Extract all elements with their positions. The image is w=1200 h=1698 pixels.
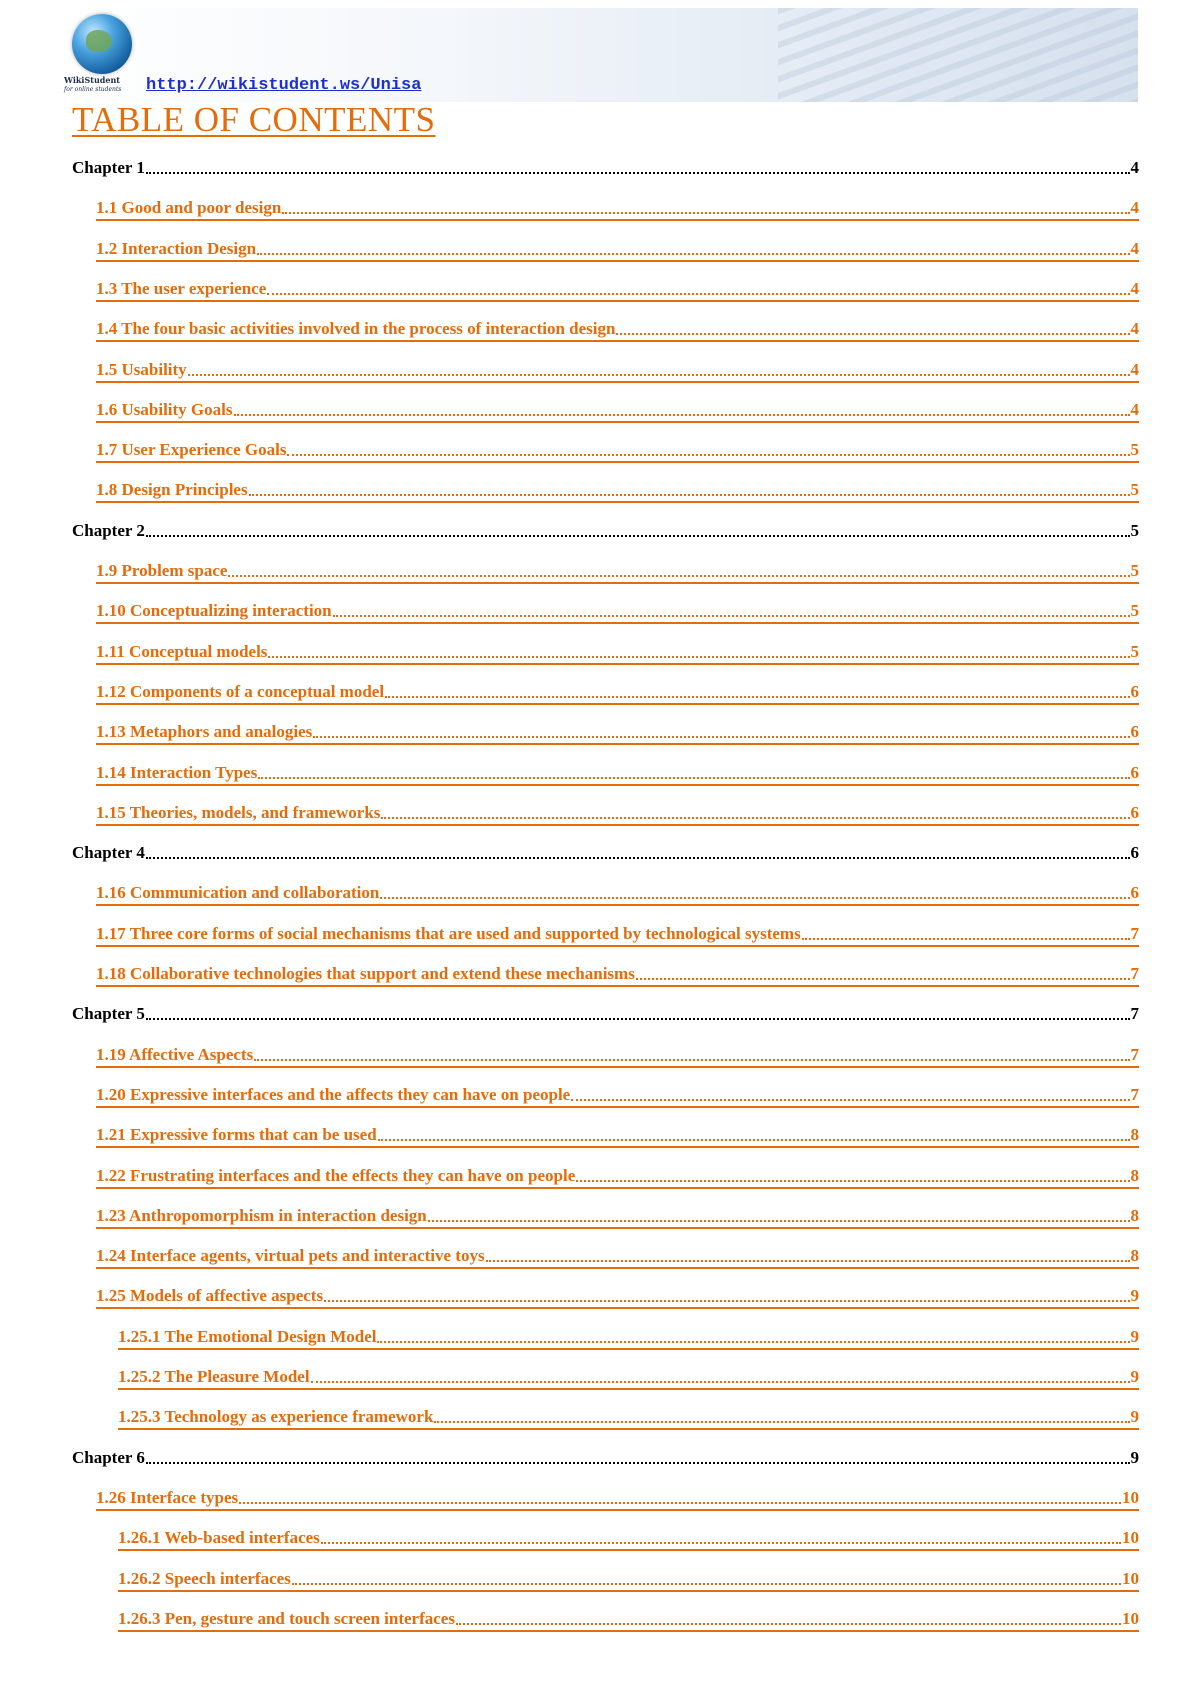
toc-page-number: 10 [1122,1608,1139,1628]
toc-page-number: 9 [1130,1326,1139,1346]
toc-dot-leader [146,1462,1130,1464]
toc-page-number: 9 [1130,1447,1139,1467]
toc-section-entry[interactable] [96,197,1139,221]
toc-entry-label: Chapter 1 [72,158,145,177]
toc-entry-label: 1.23 Anthropomorphism in interaction design [96,1205,427,1225]
toc-entry-label: 1.21 Expressive forms that can be used [96,1125,377,1145]
toc-entry-label: 1.7 User Experience Goals [96,440,287,460]
toc-dot-leader [287,454,1129,456]
toc-page-number: 4 [1130,198,1139,218]
toc-page-number: 9 [1130,1367,1139,1386]
toc-page-number: 5 [1130,520,1139,540]
toc-page-number: 8 [1130,1125,1139,1145]
toc-page-number: 6 [1130,843,1139,863]
toc-entry-label: 1.4 The four basic activities involved in the process of interaction design [96,319,616,339]
toc-page-number: 10 [1122,1568,1139,1588]
toc-page-number: 4 [1130,278,1139,298]
globe-land-icon [86,30,112,52]
toc-dot-leader [257,253,1129,255]
toc-chapter-entry [72,1447,1139,1469]
toc-dot-leader [576,1180,1129,1182]
toc-chapter-entry [72,157,1139,179]
toc-section-entry[interactable] [96,600,1139,624]
toc-page-number: 6 [1130,762,1139,782]
toc-page-number: 6 [1130,883,1139,903]
toc-section-entry[interactable] [96,1124,1139,1148]
toc-dot-leader [249,494,1130,496]
toc-section-entry[interactable] [96,399,1139,423]
toc-page-number: 5 [1130,601,1139,621]
toc-title: TABLE OF CONTENTS [72,100,436,139]
toc-entry-label: Chapter 6 [72,1447,145,1467]
site-link[interactable]: http://wikistudent.ws/Unisa [146,76,422,95]
toc-section-entry[interactable] [96,1205,1139,1229]
logo [64,76,144,94]
toc-dot-leader [258,777,1129,779]
toc-dot-leader [146,535,1130,537]
toc-dot-leader [571,1099,1129,1101]
toc-section-entry[interactable] [96,762,1139,786]
toc-dot-leader [311,1381,1130,1383]
toc-section-entry[interactable] [96,1487,1139,1511]
toc-dot-leader [254,1059,1129,1061]
toc-section-entry[interactable] [96,1165,1139,1189]
toc-page-number: 7 [1130,1044,1139,1064]
toc-section-entry[interactable] [96,278,1139,302]
toc-entry-label: 1.26.2 Speech interfaces [118,1568,291,1588]
toc-dot-leader [377,1341,1129,1343]
toc-entry-label: 1.24 Interface agents, virtual pets and interactive toys [96,1246,485,1266]
toc-entry-label: Chapter 2 [72,520,145,540]
toc-dot-leader [333,615,1130,617]
toc-page-number: 6 [1130,681,1139,701]
toc-entry-label: 1.13 Metaphors and analogies [96,722,313,742]
toc-page-number: 10 [1122,1528,1139,1548]
toc-dot-leader [324,1300,1129,1302]
toc-entry-label: 1.11 Conceptual models [96,641,268,661]
toc-dot-leader [282,212,1129,214]
toc-dot-leader [188,374,1130,376]
toc-entry-label: 1.5 Usability [96,359,187,379]
toc-page-number: 7 [1130,1084,1139,1104]
toc-section-entry[interactable] [118,1366,1139,1390]
toc-page-number: 5 [1130,561,1139,580]
toc-entry-label: 1.20 Expressive interfaces and the affects they can have on people [96,1084,571,1104]
toc-page-number: 5 [1130,641,1139,661]
toc-entry-label: 1.10 Conceptualizing interaction [96,601,332,621]
toc-dot-leader [802,938,1130,940]
toc-dot-leader [428,1220,1130,1222]
toc-section-entry[interactable] [96,479,1139,503]
toc-dot-leader [434,1421,1129,1423]
toc-dot-leader [228,575,1129,577]
toc-entry-label: 1.12 Components of a conceptual model [96,681,385,701]
toc-page-number: 9 [1130,1286,1139,1306]
toc-page-number: 5 [1130,480,1139,500]
toc-entry-label: 1.8 Design Principles [96,480,248,500]
logo-tagline: for online students [64,86,122,93]
toc-section-entry[interactable] [118,1608,1139,1632]
toc-entry-label: 1.2 Interaction Design [96,238,257,258]
toc-page-number: 10 [1122,1487,1139,1507]
toc-page-number: 4 [1130,319,1139,339]
toc-section-entry[interactable] [96,238,1139,262]
toc-page-number: 8 [1130,1205,1139,1225]
toc-entry-label: 1.6 Usability Goals [96,399,233,419]
toc-entry-label: 1.19 Affective Aspects [96,1044,254,1064]
toc-page-number: 7 [1130,964,1139,983]
toc-dot-leader [239,1502,1121,1504]
toc-page-number: 7 [1130,1004,1139,1024]
toc-section-entry[interactable] [118,1527,1139,1551]
toc-section-entry[interactable] [96,560,1139,584]
toc-page-number: 8 [1130,1246,1139,1266]
toc-section-entry[interactable] [96,963,1139,987]
toc-entry-label: 1.18 Collaborative technologies that support and extend these mechanisms [96,964,635,983]
toc-dot-leader [456,1623,1121,1625]
toc-entry-label: 1.22 Frustrating interfaces and the effects they can have on people [96,1165,576,1185]
toc-entry-label: 1.16 Communication and collaboration [96,883,380,903]
logo-name: WikiStudent [64,75,120,85]
toc-dot-leader [385,696,1129,698]
toc-dot-leader [486,1260,1130,1262]
toc-section-entry[interactable] [96,359,1139,383]
toc-page-number: 9 [1130,1407,1139,1427]
toc-page-number: 4 [1130,238,1139,258]
toc-entry-label: 1.25 Models of affective aspects [96,1286,324,1306]
toc-section-entry[interactable] [96,1285,1139,1309]
toc-entry-label: 1.15 Theories, models, and frameworks [96,802,381,822]
toc-section-entry[interactable] [96,1245,1139,1269]
toc-section-entry[interactable] [96,439,1139,463]
toc-entry-label: Chapter 4 [72,843,145,863]
toc-section-entry[interactable] [96,721,1139,745]
toc-entry-label: 1.1 Good and poor design [96,198,282,218]
toc-entry-label: 1.9 Problem space [96,561,228,580]
toc-chapter-entry [72,1003,1139,1025]
toc-dot-leader [321,1542,1121,1544]
toc-dot-leader [378,1139,1130,1141]
toc-entry-label: 1.17 Three core forms of social mechanisms that are used and supported by technological systems [96,923,801,943]
toc-entry-label: 1.14 Interaction Types [96,762,258,782]
toc-section-entry[interactable] [118,1406,1139,1430]
toc-dot-leader [146,1018,1130,1020]
toc-section-entry[interactable] [118,1326,1139,1350]
toc-chapter-entry [72,842,1139,864]
toc-dot-leader [234,414,1130,416]
toc-dot-leader [146,172,1130,174]
toc-dot-leader [636,978,1130,980]
toc-section-entry[interactable] [96,1084,1139,1108]
toc-entry-label: 1.3 The user experience [96,278,267,298]
toc-page-number: 7 [1130,923,1139,943]
toc-dot-leader [267,293,1129,295]
toc-section-entry[interactable] [96,318,1139,342]
toc-entry-label: 1.26 Interface types [96,1487,239,1507]
toc-section-entry[interactable] [96,641,1139,665]
toc-section-entry[interactable] [96,1044,1139,1068]
toc-dot-leader [313,736,1129,738]
toc-page-number: 5 [1130,440,1139,460]
toc-dot-leader [380,897,1129,899]
toc-dot-leader [381,817,1129,819]
toc-entry-label: 1.25.3 Technology as experience framework [118,1407,434,1427]
toc-dot-leader [146,857,1130,859]
toc-entry-label: 1.25.2 The Pleasure Model [118,1367,310,1386]
toc-page-number: 4 [1130,158,1139,177]
toc-dot-leader [292,1583,1121,1585]
toc-page-number: 6 [1130,802,1139,822]
toc-section-entry[interactable] [96,681,1139,705]
toc-page-number: 8 [1130,1165,1139,1185]
toc-entry-label: 1.25.1 The Emotional Design Model [118,1326,377,1346]
toc-page-number: 6 [1130,722,1139,742]
toc-page-number: 4 [1130,399,1139,419]
toc-dot-leader [616,333,1129,335]
toc-section-entry[interactable] [96,923,1139,947]
toc-dot-leader [268,656,1129,658]
toc-section-entry[interactable] [96,802,1139,826]
toc-entry-label: 1.26.1 Web-based interfaces [118,1528,320,1548]
toc-entry-label: Chapter 5 [72,1004,145,1024]
toc-entry-label: 1.26.3 Pen, gesture and touch screen interfaces [118,1608,455,1628]
toc-section-entry[interactable] [118,1568,1139,1592]
toc-chapter-entry [72,520,1139,542]
toc-section-entry[interactable] [96,882,1139,906]
toc-page-number: 4 [1130,359,1139,379]
